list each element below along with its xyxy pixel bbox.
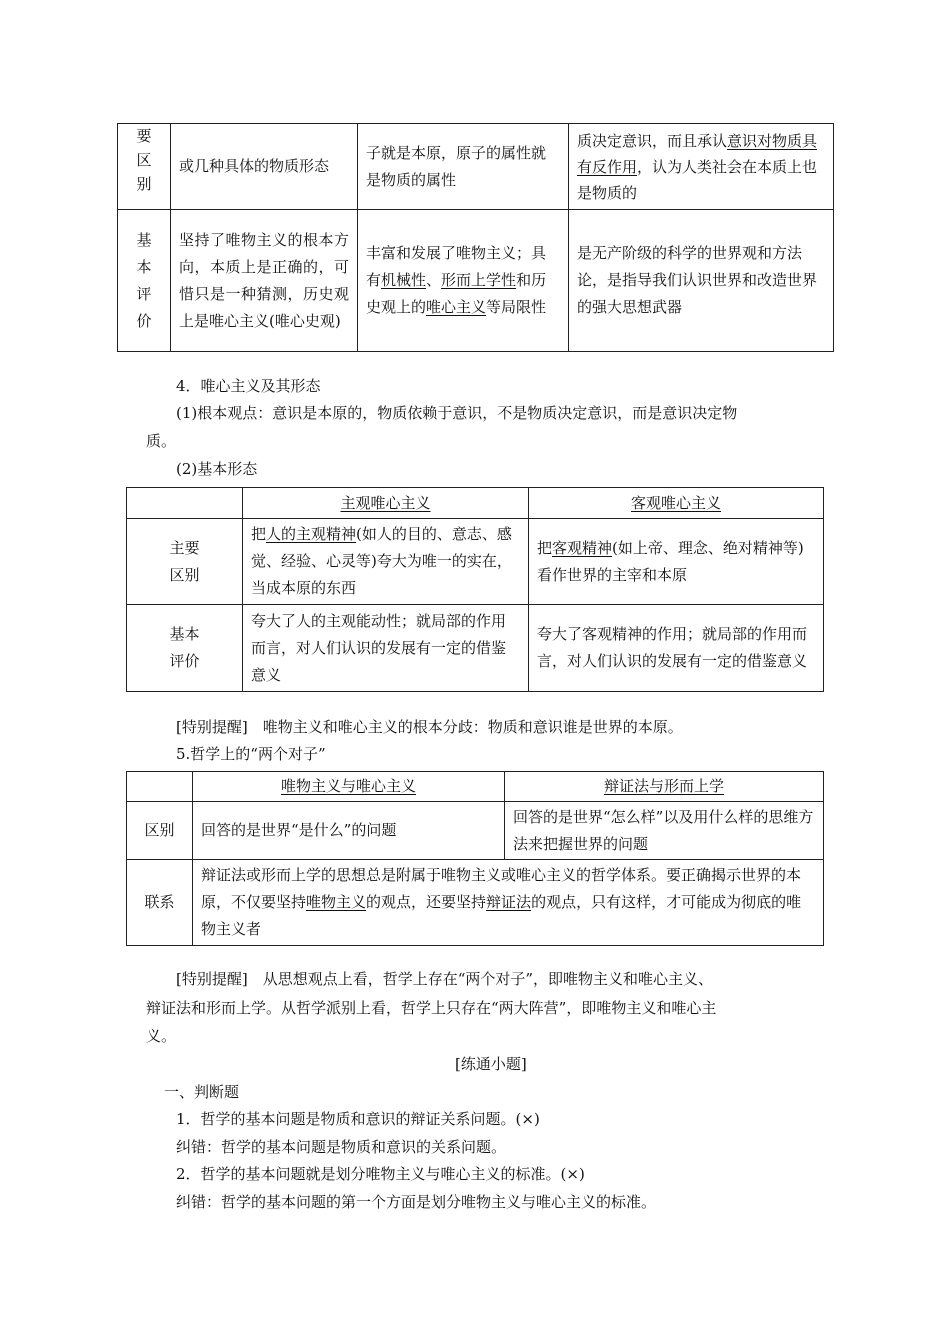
- question-2: 2．哲学的基本问题就是划分唯物主义与唯心主义的标准。(×): [176, 1165, 585, 1183]
- cell-ancient-materialism-difference: 或几种具体的物质形态: [171, 124, 358, 210]
- question-1: 1．哲学的基本问题是物质和意识的辩证关系问题。(×): [176, 1110, 540, 1128]
- row-header-connection: 联系: [127, 860, 193, 946]
- judgment-section-title: 一、判断题: [164, 1083, 240, 1101]
- section-4-point-1-line-1: (1)根本观点：意识是本原的，物质依赖于意识，不是物质决定意识，而是意识决定物: [176, 404, 738, 422]
- header-subjective-idealism: 主观唯心主义: [243, 488, 529, 519]
- special-reminder-2-line-3: 义。: [146, 1027, 177, 1045]
- row-header-basic-evaluation: 基本 评价: [127, 605, 243, 692]
- section-5-title: 5.哲学上的“两个对子”: [176, 745, 326, 763]
- row-header-main-difference: 主要 区别: [127, 519, 243, 605]
- cell-dialectics-metaphysics-difference: 回答的是世界“怎么样”以及用什么样的思维方法来把握世界的问题: [505, 802, 824, 860]
- header-materialism-vs-idealism: 唯物主义与唯心主义: [193, 772, 505, 802]
- practice-section-title: [练通小题]: [455, 1055, 527, 1073]
- cell-dialectical-materialism-difference: 质决定意识，而且承认意识对物质具有反作用，认为人类社会在本质上也是物质的: [569, 124, 834, 210]
- cell-ancient-materialism-evaluation: 坚持了唯物主义的根本方向，本质上是正确的，可惜只是一种猜测，历史观上是唯心主义(唯心史观): [171, 210, 358, 352]
- section-4-point-1-line-2: 质。: [146, 432, 177, 450]
- special-reminder-2-line-2: 辩证法和形而上学。从哲学派别上看，哲学上只存在“两大阵营”，即唯物主义和唯心主: [146, 999, 717, 1017]
- cell-materialism-idealism-difference: 回答的是世界“是什么”的问题: [193, 802, 505, 860]
- cell-connection: 辩证法或形而上学的思想总是附属于唯物主义或唯心主义的哲学体系。要正确揭示世界的本原，不仅要坚持唯物主义的观点，还要坚持辩证法的观点，只有这样，才可能成为彻底的唯物主义者: [193, 860, 824, 946]
- cell-objective-idealism-difference: 把客观精神(如上帝、理念、绝对精神等)看作世界的主宰和本原: [529, 519, 824, 605]
- idealism-forms-table: [126, 487, 824, 692]
- correction-2: 纠错：哲学的基本问题的第一个方面是划分唯物主义与唯心主义的标准。: [176, 1193, 657, 1211]
- cell-metaphysical-materialism-evaluation: 丰富和发展了唯物主义；具有机械性、形而上学性和历史观上的唯心主义等局限性: [358, 210, 569, 352]
- table2-corner: [127, 488, 243, 519]
- row-header-main-difference: 要 区 别: [118, 124, 171, 210]
- cell-objective-idealism-evaluation: 夸大了客观精神的作用；就局部的作用而言，对人们认识的发展有一定的借鉴意义: [529, 605, 824, 692]
- cell-metaphysical-materialism-difference: 子就是本原，原子的属性就是物质的属性: [358, 124, 569, 210]
- special-reminder-1: [特别提醒] 唯物主义和唯心主义的根本分歧：物质和意识谁是世界的本原。: [176, 718, 683, 736]
- materialism-forms-table-continued: [117, 123, 834, 352]
- correction-1: 纠错：哲学的基本问题是物质和意识的关系问题。: [176, 1138, 507, 1156]
- cell-subjective-idealism-difference: 把人的主观精神(如人的目的、意志、感觉、经验、心灵等)夸大为唯一的实在，当成本原的东西: [243, 519, 529, 605]
- cell-subjective-idealism-evaluation: 夸大了人的主观能动性；就局部的作用而言，对人们认识的发展有一定的借鉴意义: [243, 605, 529, 692]
- section-4-point-2: (2)基本形态: [176, 460, 258, 478]
- header-dialectics-vs-metaphysics: 辩证法与形而上学: [505, 772, 824, 802]
- row-header-basic-evaluation: 基 本 评 价: [118, 210, 171, 352]
- two-pairs-table: [126, 771, 824, 946]
- table3-corner: [127, 772, 193, 802]
- special-reminder-2-line-1: [特别提醒] 从思想观点上看，哲学上存在“两个对子”，即唯物主义和唯心主义、: [176, 970, 714, 988]
- section-4-title: 4．唯心主义及其形态: [176, 377, 321, 395]
- cell-dialectical-materialism-evaluation: 是无产阶级的科学的世界观和方法论，是指导我们认识世界和改造世界的强大思想武器: [569, 210, 834, 352]
- header-objective-idealism: 客观唯心主义: [529, 488, 824, 519]
- row-header-difference: 区别: [127, 802, 193, 860]
